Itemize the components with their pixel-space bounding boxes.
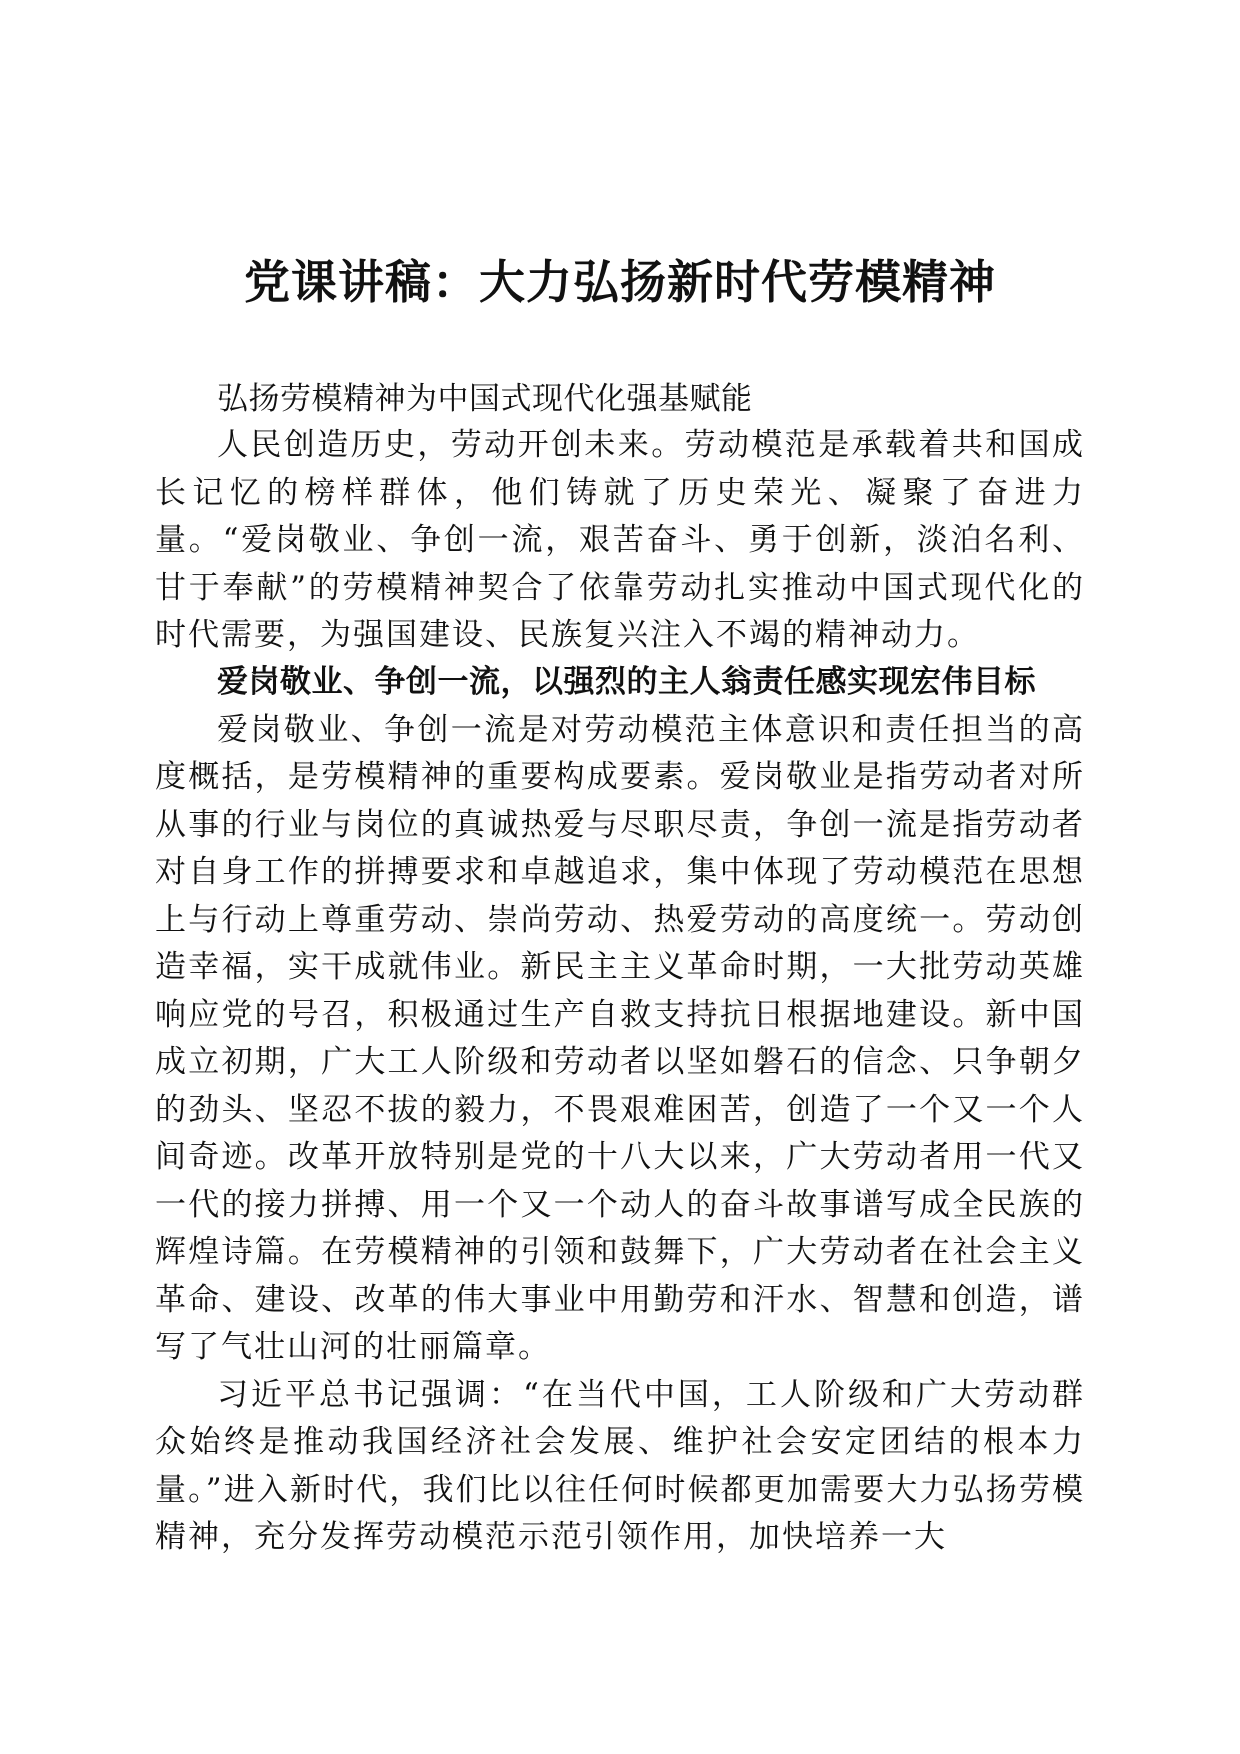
document-title: 党课讲稿：大力弘扬新时代劳模精神 (244, 255, 996, 309)
paragraph-3: 习近平总书记强调：“在当代中国，工人阶级和广大劳动群众始终是推动我国经济社会发展、维护社会安定团结的根本力量。”进入新时代，我们比以往任何时候都更加需要大力弘扬劳模精神，充分发挥劳动模范示范引领作用，加快培养一大 (155, 1376, 1085, 1555)
paragraph-1: 人民创造历史，劳动开创未来。劳动模范是承载着共和国成长记忆的榜样群体，他们铸就了历史荣光、凝聚了奋进力量。“爱岗敬业、争创一流，艰苦奋斗、勇于创新，淡泊名利、甘于奉献”的劳模精神契合了依靠劳动扎实推动中国式现代化的时代需要，为强国建设、民族复兴注入不竭的精神动力。 (155, 427, 1085, 653)
paragraph-2: 爱岗敬业、争创一流是对劳动模范主体意识和责任担当的高度概括，是劳模精神的重要构成要素。爱岗敬业是指劳动者对所从事的行业与岗位的真诚热爱与尽职尽责，争创一流是指劳动者对自身工作的拼搏要求和卓越追求，集中体现了劳动模范在思想上与行动上尊重劳动、崇尚劳动、热爱劳动的高度统一。劳动创造幸福，实干成就伟业。新民主主义革命时期，一大批劳动英雄响应党的号召，积极通过生产自救支持抗日根据地建设。新中国成立初期，广大工人阶级和劳动者以坚如磐石的信念、只争朝夕的劲头、坚忍不拔的毅力，不畏艰难困苦，创造了一个又一个人间奇迹。改革开放特别是党的十八大以来，广大劳动者用一代又一代的接力拼搏、用一个又一个动人的奋斗故事谱写成全民族的辉煌诗篇。在劳模精神的引领和鼓舞下，广大劳动者在社会主义革命、建设、改革的伟大事业中用勤劳和汗水、智慧和创造，谱写了气壮山河的壮丽篇章。 (155, 711, 1085, 1365)
document-body (155, 377, 1085, 1562)
section-heading-1: 弘扬劳模精神为中国式现代化强基赋能 (217, 381, 753, 417)
section-heading-2: 爱岗敬业、争创一流，以强烈的主人翁责任感实现宏伟目标 (217, 663, 1036, 700)
